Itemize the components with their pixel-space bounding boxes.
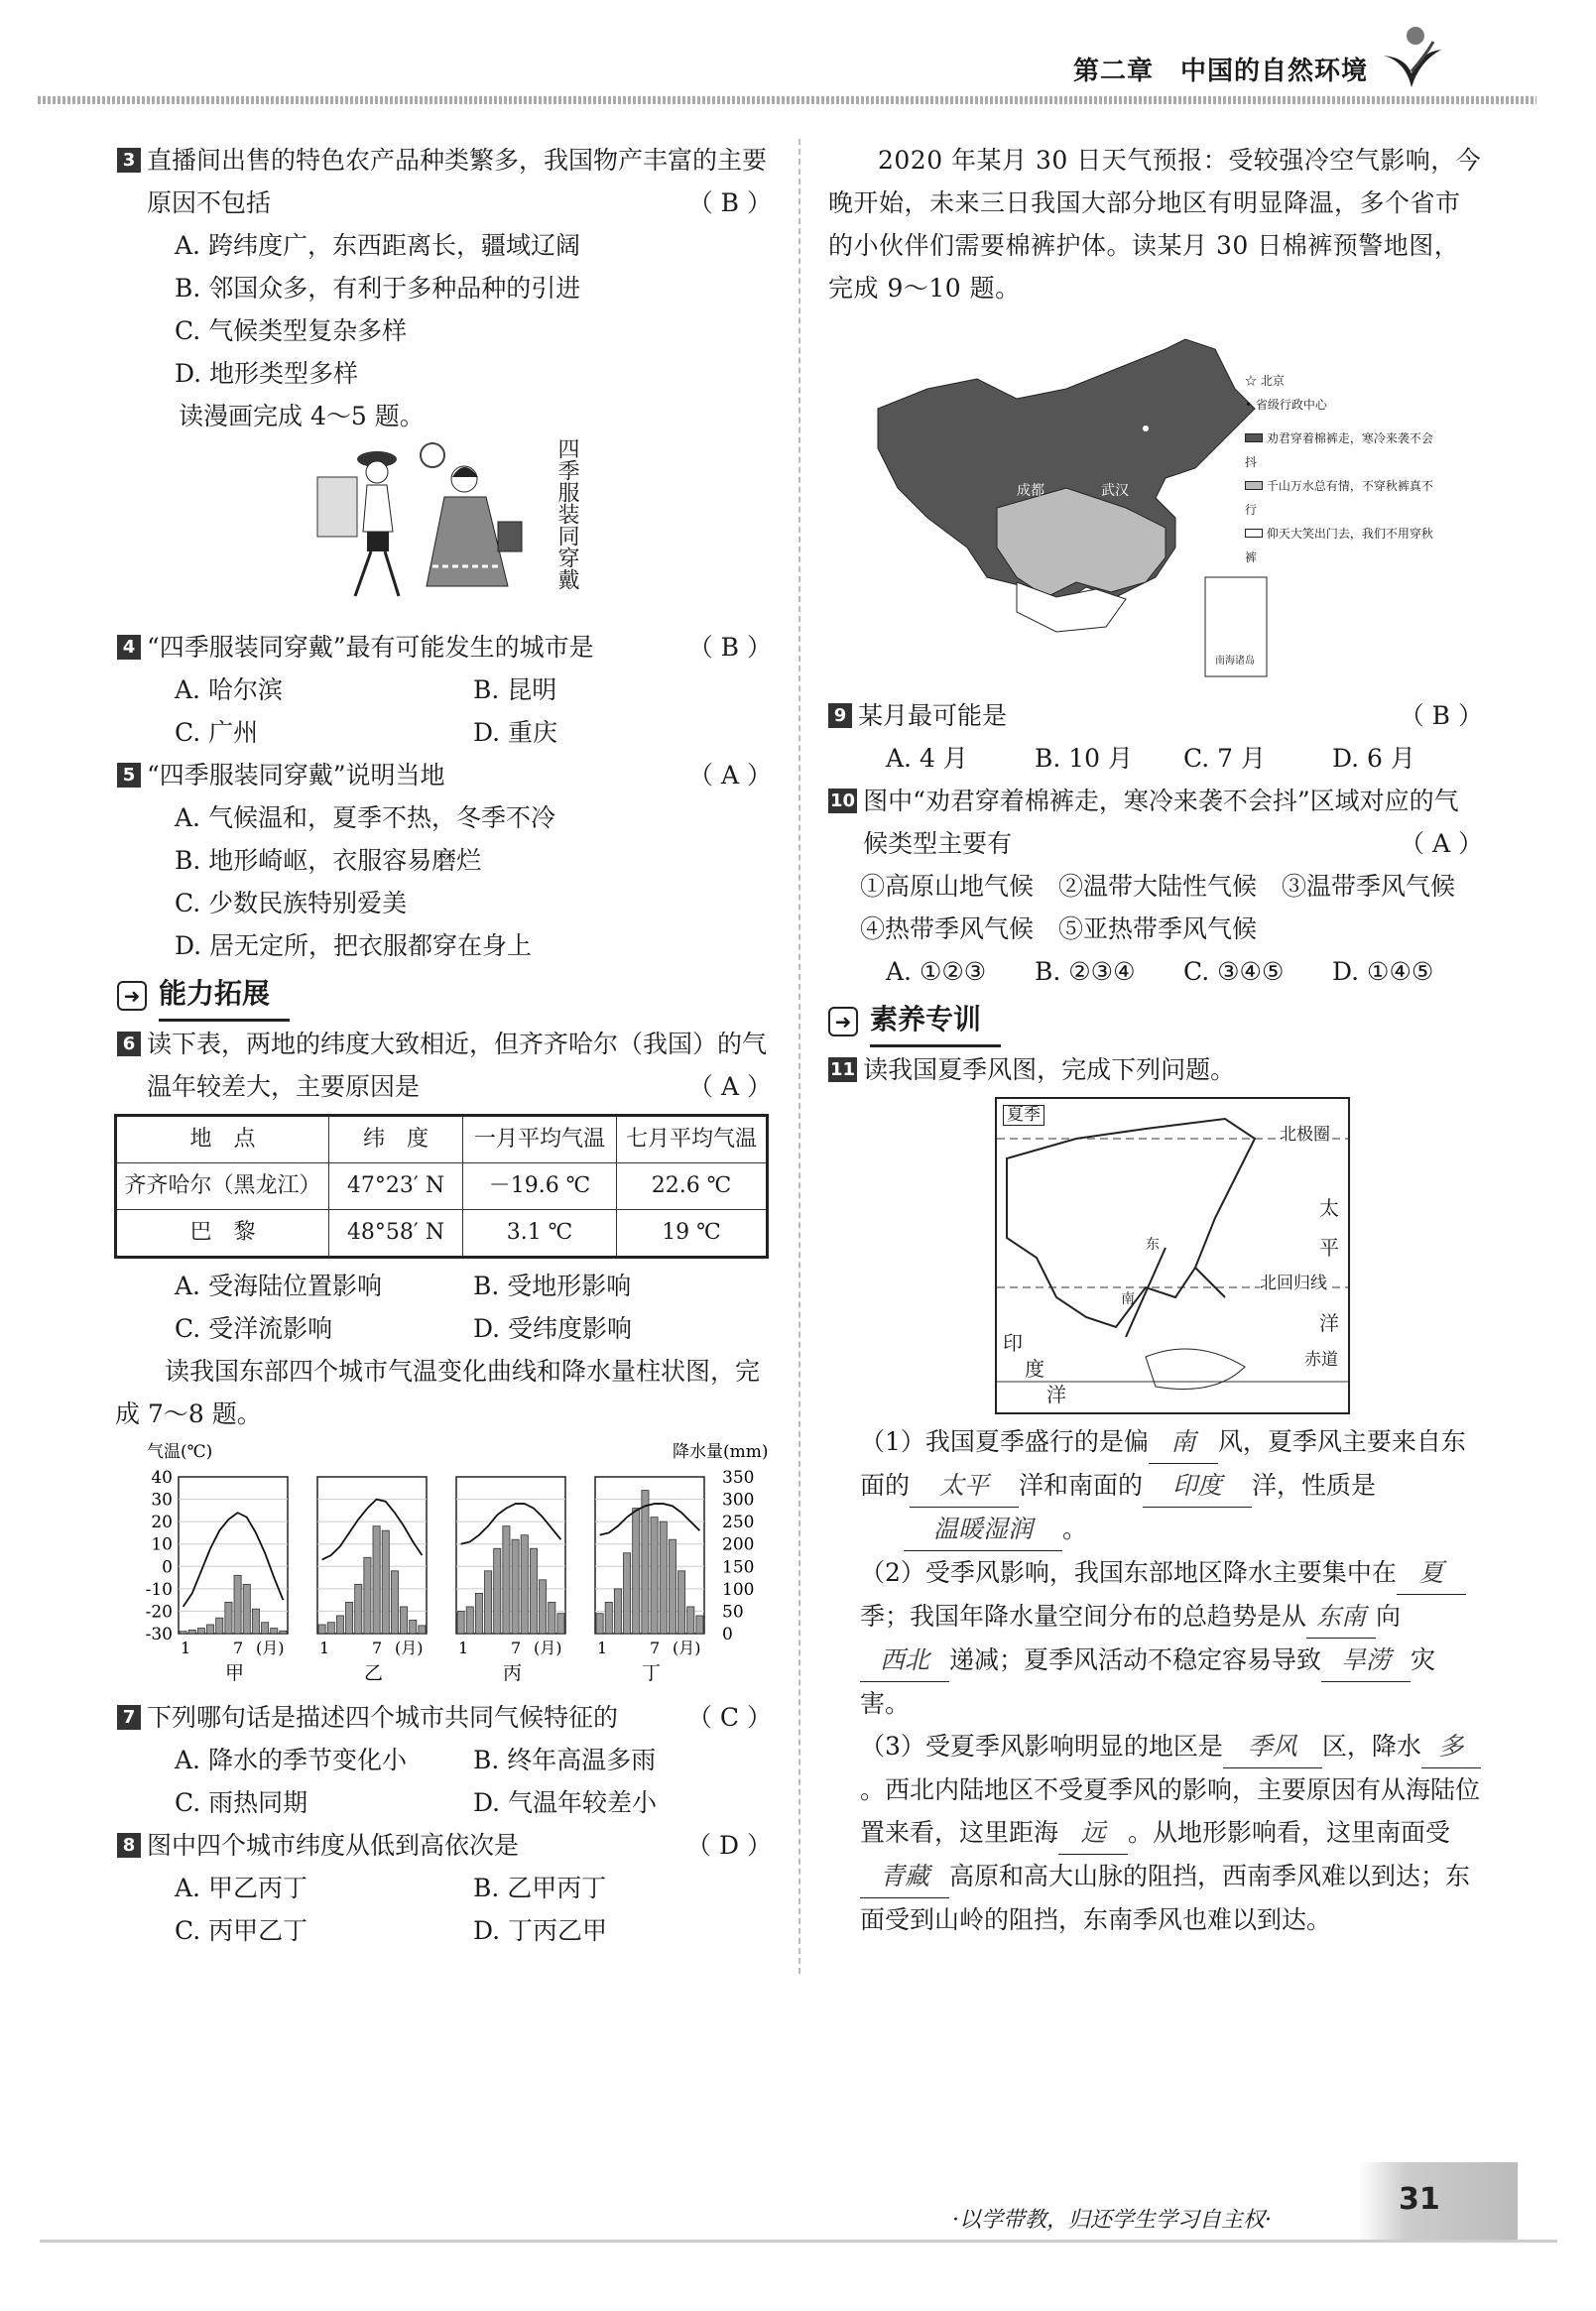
option: D. 地形类型多样 bbox=[175, 359, 359, 388]
page-header bbox=[0, 0, 1596, 103]
cartoon-illustration bbox=[315, 437, 544, 616]
option: D. 重庆 bbox=[473, 718, 558, 747]
chart-intro: 读我国东部四个城市气温变化曲线和降水量柱状图，完成 7～8 题。 bbox=[115, 1357, 761, 1428]
answer-blank: 远 bbox=[1058, 1811, 1128, 1855]
option: B. 昆明 bbox=[473, 675, 557, 704]
precip-bar bbox=[410, 1620, 417, 1634]
precip-bar bbox=[660, 1521, 667, 1634]
x-tick-label: 7 bbox=[511, 1639, 522, 1657]
y2-tick-label: 350 bbox=[722, 1468, 755, 1488]
precip-bar bbox=[355, 1584, 362, 1634]
legend-item-dark: 劝君穿着棉裤走，寒冷来袭不会抖 bbox=[1245, 431, 1433, 469]
temp-line bbox=[322, 1500, 423, 1560]
precip-bar bbox=[624, 1553, 631, 1634]
answer-blank: 青藏 bbox=[860, 1855, 949, 1898]
precip-bar bbox=[549, 1602, 555, 1634]
precip-bar bbox=[642, 1491, 649, 1634]
temp-line bbox=[184, 1513, 284, 1607]
x-tick-label: 7 bbox=[372, 1639, 383, 1657]
y2-tick-label: 150 bbox=[722, 1557, 755, 1578]
option: B. ②③④ bbox=[1035, 957, 1136, 986]
precip-bar bbox=[503, 1526, 510, 1634]
y2-tick-label: 100 bbox=[722, 1579, 755, 1600]
y-tick-label: -10 bbox=[145, 1579, 173, 1600]
table-header: 七月平均气温 bbox=[617, 1116, 768, 1163]
precip-bar bbox=[401, 1607, 408, 1634]
question-text: “四季服装同穿戴”最有可能发生的城市是 bbox=[147, 633, 594, 662]
question-5 bbox=[117, 754, 772, 967]
precip-bar bbox=[521, 1535, 528, 1634]
table-cell: 19 ℃ bbox=[617, 1210, 768, 1258]
option: D. 受纬度影响 bbox=[473, 1314, 633, 1343]
x-tick-label: (月) bbox=[673, 1639, 701, 1657]
china-map-shape bbox=[868, 329, 1304, 686]
option: B. 10 月 bbox=[1035, 744, 1134, 773]
answer: （ A ） bbox=[688, 761, 772, 790]
answer: （ C ） bbox=[686, 1703, 772, 1732]
question-4 bbox=[117, 626, 772, 754]
legend-item-grey: 千山万水总有情，不穿秋裤真不行 bbox=[1245, 479, 1433, 517]
map-label: 印 bbox=[1003, 1331, 1023, 1355]
series-label: 乙 bbox=[364, 1662, 384, 1683]
x-tick-label: 1 bbox=[181, 1639, 191, 1657]
x-tick-label: 7 bbox=[233, 1639, 244, 1657]
table-header-row bbox=[116, 1116, 768, 1163]
precip-bar bbox=[669, 1539, 675, 1634]
precip-bar bbox=[540, 1580, 547, 1634]
table-cell: －19.6 ℃ bbox=[463, 1163, 617, 1210]
y2-tick-label: 0 bbox=[722, 1625, 733, 1644]
series-label: 丁 bbox=[642, 1662, 662, 1683]
precip-bar bbox=[651, 1518, 658, 1634]
section-label: 能力拓展 bbox=[159, 970, 290, 1021]
x-tick-label: 1 bbox=[597, 1639, 608, 1657]
answer: （ B ） bbox=[687, 188, 772, 217]
precip-bar bbox=[475, 1593, 482, 1634]
y-tick-label: 10 bbox=[151, 1534, 173, 1555]
answer-blank: 东南 bbox=[1306, 1595, 1376, 1639]
cartoon-caption: 四季服装同穿戴 bbox=[554, 437, 579, 590]
precip-bar bbox=[557, 1614, 564, 1634]
table-cell: 巴 黎 bbox=[116, 1210, 329, 1258]
y2-tick-label: 300 bbox=[722, 1490, 755, 1511]
question-number: 9 bbox=[828, 703, 852, 728]
precip-bar bbox=[419, 1626, 426, 1634]
map-city-label: 成都 bbox=[1017, 483, 1044, 499]
option: B. 邻国众多，有利于多种品种的引进 bbox=[175, 274, 581, 303]
question-number: 3 bbox=[117, 148, 141, 173]
option: B. 终年高温多雨 bbox=[473, 1746, 657, 1774]
question-number: 7 bbox=[117, 1705, 141, 1730]
series-label: 丙 bbox=[503, 1662, 523, 1683]
option: A. ①②③ bbox=[886, 957, 987, 986]
header-rule bbox=[38, 96, 1536, 104]
precip-bar bbox=[614, 1589, 621, 1634]
option: A. 甲乙丙丁 bbox=[175, 1874, 307, 1902]
question-number: 5 bbox=[117, 763, 141, 788]
table-cell: 3.1 ℃ bbox=[463, 1210, 617, 1258]
precip-bar bbox=[494, 1548, 501, 1634]
question-text: 直播间出售的特色农产品种类繁多，我国物产丰富的主要原因不包括 bbox=[147, 146, 768, 217]
cartoon-intro: 读漫画完成 4～5 题。 bbox=[179, 402, 425, 430]
section-heading bbox=[117, 973, 772, 1019]
answer-blank: 温暖湿润 bbox=[904, 1508, 1062, 1551]
question-10 bbox=[828, 780, 1483, 993]
precip-bar bbox=[318, 1625, 325, 1634]
answer: （ B ） bbox=[687, 633, 772, 662]
chart-frame bbox=[317, 1477, 427, 1634]
answer-blank: 多 bbox=[1421, 1725, 1481, 1768]
question-text: 图中“劝君穿着棉裤走，寒冷来袭不会抖”区域对应的气候类型主要有 bbox=[863, 787, 1459, 858]
question-text: “四季服装同穿戴”说明当地 bbox=[147, 761, 445, 790]
table-cell: 47°23′ N bbox=[329, 1163, 463, 1210]
table-row bbox=[116, 1163, 768, 1210]
answer: （ A ） bbox=[688, 1072, 772, 1101]
china-map bbox=[868, 329, 1433, 686]
y2-tick-label: 250 bbox=[722, 1513, 755, 1533]
question-text: 图中四个城市纬度从低到高依次是 bbox=[147, 1831, 520, 1860]
question-number: 11 bbox=[830, 1059, 856, 1080]
legend-item-white: 仰天大笑出门去，我们不用穿秋裤 bbox=[1245, 527, 1433, 564]
option: C. 气候类型复杂多样 bbox=[175, 316, 408, 345]
legend-item-capital: ☆ 北京 bbox=[1245, 374, 1285, 388]
option: B. 地形崎岖，衣服容易磨烂 bbox=[175, 846, 482, 875]
table-header: 一月平均气温 bbox=[463, 1116, 617, 1163]
question-11-part-3: （3）受夏季风影响明显的地区是 季风 区，降水 多。西北内陆地区不受夏季风的影响，主要原因有从海陆位置来看，这里距海 远 。从地形影响看，这里南面受青藏 高原和高大山脉的阻挡，西南季风难以到达；东面受到山岭的阻挡，东南季风也难以到达。 bbox=[828, 1725, 1483, 1941]
option: C. 少数民族特别爱美 bbox=[175, 889, 408, 917]
precip-bar bbox=[364, 1557, 371, 1634]
map-label: 太 bbox=[1319, 1196, 1339, 1220]
precip-bar bbox=[633, 1509, 640, 1634]
table-row bbox=[116, 1210, 768, 1258]
temp-line bbox=[461, 1504, 561, 1544]
answer-blank: 印度 bbox=[1143, 1464, 1252, 1508]
answer-blank: 旱涝 bbox=[1321, 1639, 1411, 1682]
map-label: 南 bbox=[1121, 1291, 1135, 1307]
x-tick-label: (月) bbox=[395, 1639, 424, 1657]
precip-bar bbox=[234, 1575, 241, 1634]
precip-bar bbox=[382, 1530, 389, 1634]
map-label: 东 bbox=[1146, 1237, 1160, 1253]
question-9 bbox=[828, 694, 1483, 780]
map-label: 夏季 bbox=[1003, 1105, 1044, 1126]
question-3 bbox=[117, 139, 772, 395]
chart-frame bbox=[179, 1477, 288, 1634]
question-text: 下列哪句话是描述四个城市共同气候特征的 bbox=[147, 1703, 619, 1732]
table-cell: 48°58′ N bbox=[329, 1210, 463, 1258]
table-header: 地 点 bbox=[116, 1116, 329, 1163]
cartoon bbox=[315, 437, 613, 626]
answer-blank: 西北 bbox=[860, 1639, 949, 1682]
precip-bar bbox=[530, 1548, 537, 1634]
left-column bbox=[117, 139, 772, 1952]
answer-blank: 太平 bbox=[910, 1464, 1019, 1508]
option: A. 受海陆位置影响 bbox=[175, 1272, 382, 1300]
y-tick-label: 0 bbox=[162, 1557, 173, 1578]
footer-rule bbox=[40, 2240, 1557, 2243]
map-label: 洋 bbox=[1319, 1311, 1339, 1335]
chapter-title: 第二章 中国的自然环境 bbox=[1072, 57, 1368, 86]
series-label: 甲 bbox=[225, 1662, 245, 1683]
precip-bar bbox=[252, 1609, 259, 1634]
question-number: 10 bbox=[830, 791, 856, 811]
precip-bar bbox=[391, 1571, 398, 1634]
x-tick-label: (月) bbox=[534, 1639, 562, 1657]
precip-bar bbox=[696, 1616, 703, 1634]
map-city-label: 武汉 bbox=[1101, 483, 1129, 499]
x-tick-label: 1 bbox=[319, 1639, 330, 1657]
precip-bar bbox=[466, 1607, 473, 1634]
x-tick-label: 7 bbox=[650, 1639, 661, 1657]
option: D. ①④⑤ bbox=[1332, 957, 1434, 986]
arrow-icon: ➜ bbox=[117, 981, 147, 1011]
footer-slogan: ·以学带教，归还学生学习自主权· bbox=[952, 2208, 1272, 2233]
question-11-part-1: （1）我国夏季盛行的是偏 南 风，夏季风主要来自东面的 太平 洋和南面的 印度 洋，性质是 温暖湿润 。 bbox=[828, 1420, 1483, 1551]
precip-bar bbox=[687, 1607, 694, 1634]
question-number: 6 bbox=[117, 1032, 141, 1056]
table-header: 纬 度 bbox=[329, 1116, 463, 1163]
map-label: 北回归线 bbox=[1260, 1274, 1327, 1293]
question-8 bbox=[117, 1824, 772, 1952]
option: B. 乙甲丙丁 bbox=[473, 1874, 607, 1902]
precip-bar bbox=[180, 1632, 186, 1634]
map-label: 洋 bbox=[1046, 1383, 1066, 1406]
precip-bar bbox=[262, 1623, 269, 1634]
y2-tick-label: 50 bbox=[722, 1602, 744, 1623]
answer: （ A ） bbox=[1400, 829, 1483, 858]
question-text: 读下表，两地的纬度大致相近，但齐齐哈尔（我国）的气温年较差大，主要原因是 bbox=[147, 1030, 768, 1101]
column-divider bbox=[798, 139, 800, 1974]
map-legend bbox=[1245, 369, 1443, 569]
table-cell: 齐齐哈尔（黑龙江） bbox=[116, 1163, 329, 1210]
precip-bar bbox=[197, 1629, 204, 1634]
weather-intro: 2020 年某月 30 日天气预报：受较强冷空气影响，今晚开始，未来三日我国大部分地区有明显降温，多个省市的小伙伴们需要棉裤护体。读某月 30 日棉裤预警地图，完成 9～10 题。 bbox=[828, 146, 1482, 303]
map-label: 赤道 bbox=[1304, 1350, 1338, 1370]
map-inset-label: 南海诸岛 bbox=[1215, 656, 1255, 667]
option: D. 6 月 bbox=[1332, 744, 1415, 773]
y-tick-label: 20 bbox=[151, 1513, 173, 1533]
option: B. 受地形影响 bbox=[473, 1272, 632, 1300]
y2-axis-title: 降水量(mm) bbox=[673, 1442, 769, 1462]
option: A. 哈尔滨 bbox=[175, 675, 283, 704]
answer-blank: 季风 bbox=[1223, 1725, 1322, 1768]
y2-tick-label: 200 bbox=[722, 1534, 755, 1555]
monsoon-map-shape bbox=[997, 1099, 1348, 1412]
precip-bar bbox=[678, 1571, 685, 1634]
precip-bar bbox=[346, 1602, 353, 1634]
question-11 bbox=[828, 1048, 1483, 1941]
precip-bar bbox=[457, 1611, 464, 1634]
question-11-part-2: （2）受季风影响，我国东部地区降水主要集中在 夏季；我国年降水量空间分布的总趋势是从 东南 向西北 递减；夏季风活动不稳定容易导致 旱涝 灾害。 bbox=[828, 1551, 1483, 1725]
question-body: ①高原山地气候 ②温带大陆性气候 ③温带季风气候 ④热带季风气候 ⑤亚热带季风气候 bbox=[860, 872, 1481, 943]
option: C. 雨热同期 bbox=[175, 1788, 308, 1817]
precip-bar bbox=[485, 1571, 492, 1634]
option: C. 7 月 bbox=[1183, 744, 1266, 773]
precip-bar bbox=[605, 1602, 612, 1634]
precip-bar bbox=[336, 1616, 343, 1634]
section-label: 素养专训 bbox=[870, 996, 1001, 1046]
option: C. 受洋流影响 bbox=[175, 1314, 333, 1343]
precip-bar bbox=[271, 1629, 278, 1634]
page-number: 31 bbox=[1399, 2182, 1440, 2217]
option: D. 居无定所，把衣服都穿在身上 bbox=[175, 931, 533, 960]
question-text: 某月最可能是 bbox=[858, 701, 1008, 730]
precip-bar bbox=[280, 1631, 287, 1634]
answer-blank: 南 bbox=[1149, 1420, 1218, 1464]
logo-icon bbox=[1376, 22, 1447, 93]
question-number: 8 bbox=[117, 1833, 141, 1858]
question-number: 4 bbox=[117, 635, 141, 660]
precip-bar bbox=[207, 1625, 214, 1634]
option: A. 4 月 bbox=[886, 744, 968, 773]
section-heading bbox=[828, 999, 1483, 1044]
question-6 bbox=[117, 1023, 772, 1350]
right-column bbox=[828, 139, 1483, 1941]
answer-blank: 夏 bbox=[1397, 1551, 1466, 1595]
precip-bar bbox=[327, 1623, 334, 1634]
y-axis-title: 气温(℃) bbox=[147, 1442, 213, 1462]
x-tick-label: (月) bbox=[256, 1639, 285, 1657]
precip-bar bbox=[512, 1539, 519, 1634]
question-7 bbox=[117, 1696, 772, 1824]
table-cell: 22.6 ℃ bbox=[617, 1163, 768, 1210]
answer: （ D ） bbox=[686, 1831, 772, 1860]
map-label: 北极圈 bbox=[1280, 1125, 1330, 1145]
precip-bar bbox=[373, 1526, 380, 1634]
page-footer bbox=[0, 2162, 1596, 2261]
precip-bar bbox=[243, 1584, 250, 1634]
option: A. 跨纬度广，东西距离长，疆域辽阔 bbox=[175, 231, 580, 260]
option: C. ③④⑤ bbox=[1183, 957, 1285, 986]
y-tick-label: 40 bbox=[151, 1468, 173, 1488]
data-table bbox=[114, 1114, 769, 1259]
precip-bar bbox=[596, 1614, 603, 1634]
monsoon-map bbox=[995, 1097, 1350, 1414]
map-label: 度 bbox=[1025, 1357, 1044, 1381]
option: A. 气候温和，夏季不热，冬季不冷 bbox=[175, 803, 555, 832]
legend-item-province: • 省级行政中心 bbox=[1245, 398, 1327, 412]
x-tick-label: 1 bbox=[458, 1639, 469, 1657]
temp-line bbox=[600, 1504, 700, 1535]
option: C. 广州 bbox=[175, 718, 259, 747]
y-tick-label: 30 bbox=[151, 1490, 173, 1511]
map-label: 平 bbox=[1319, 1236, 1339, 1260]
question-text: 读我国夏季风图，完成下列问题。 bbox=[863, 1055, 1236, 1084]
climate-charts bbox=[117, 1435, 772, 1683]
arrow-icon: ➜ bbox=[828, 1007, 858, 1036]
y-tick-label: -30 bbox=[145, 1625, 173, 1644]
precip-bar bbox=[216, 1618, 223, 1634]
precip-bar bbox=[225, 1602, 232, 1634]
option: D. 丁丙乙甲 bbox=[473, 1916, 608, 1945]
option: A. 降水的季节变化小 bbox=[175, 1746, 407, 1774]
option: C. 丙甲乙丁 bbox=[175, 1916, 308, 1945]
precip-bar bbox=[188, 1630, 195, 1634]
option: D. 气温年较差小 bbox=[473, 1788, 658, 1817]
answer: （ B ） bbox=[1399, 701, 1483, 730]
y-tick-label: -20 bbox=[145, 1602, 173, 1623]
